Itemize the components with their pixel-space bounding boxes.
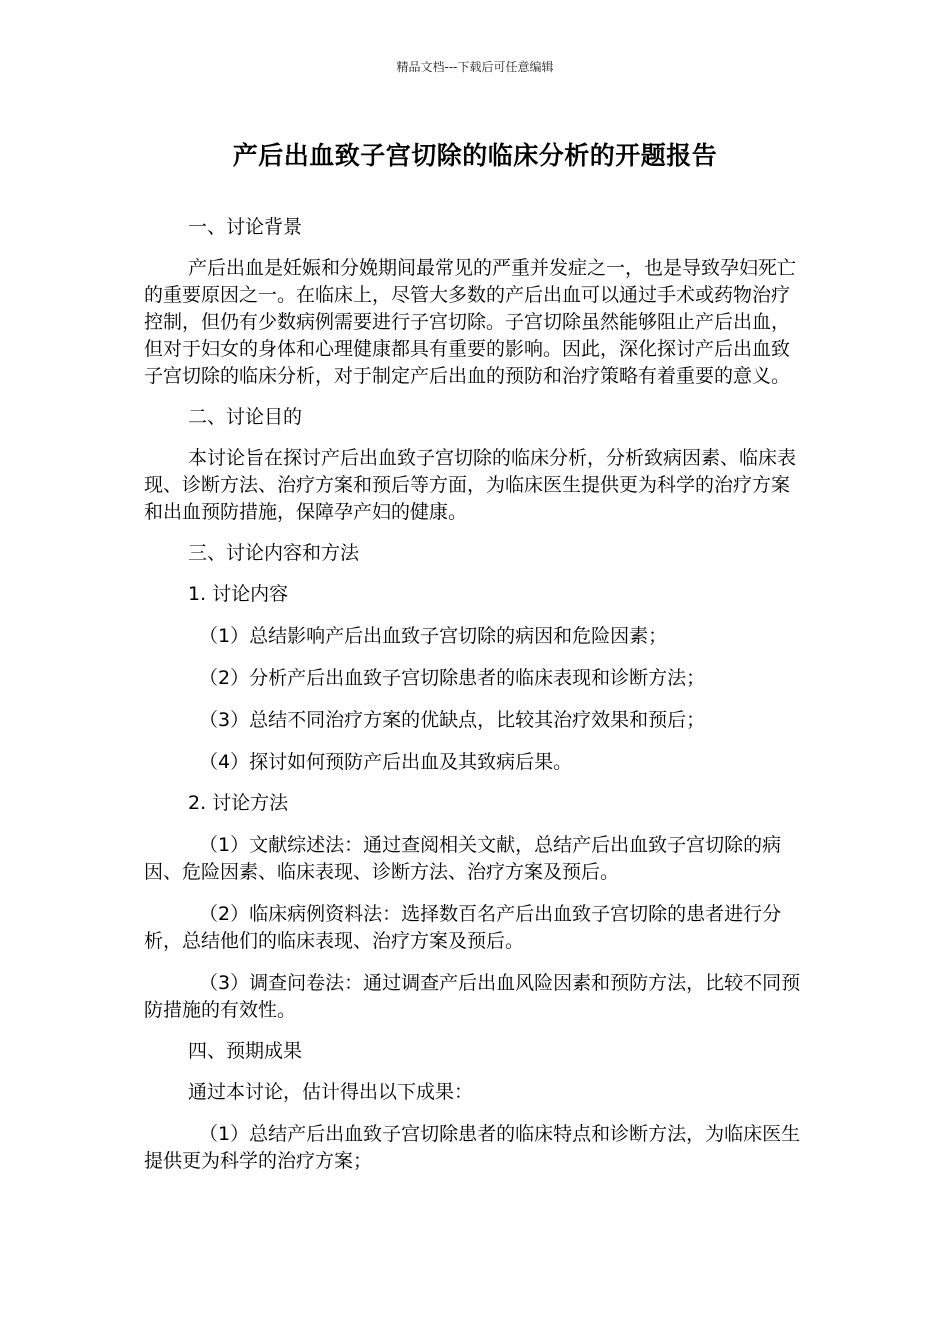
subheading-methods: 2. 讨论方法 [188, 792, 289, 814]
section-heading-background: 一、讨论背景 [188, 216, 303, 238]
method-item: （3）调查问卷法：通过调查产后出血风险因素和预防方法，比较不同预防措施的有效性。 [144, 972, 801, 1021]
subheading-content: 1. 讨论内容 [188, 583, 289, 605]
header-note: 精品文档---下载后可任意编辑 [396, 60, 554, 74]
document-body [144, 214, 806, 1175]
section-heading-purpose: 二、讨论目的 [188, 406, 303, 428]
content-item: （4）探讨如何预防产后出血及其致病后果。 [199, 751, 573, 773]
section-heading-expected-results: 四、预期成果 [188, 1040, 303, 1062]
content-item: （3）总结不同治疗方案的优缺点，比较其治疗效果和预后； [199, 709, 706, 731]
method-item: （2）临床病例资料法：选择数百名产后出血致子宫切除的患者进行分析，总结他们的临床表现、治疗方案及预后。 [144, 903, 782, 952]
section-heading-content-methods: 三、讨论内容和方法 [188, 542, 360, 564]
expected-result-item: （1）总结产后出血致子宫切除患者的临床特点和诊断方法，为临床医生提供更为科学的治疗方案； [144, 1123, 801, 1172]
purpose-paragraph: 本讨论旨在探讨产后出血致子宫切除的临床分析，分析致病因素、临床表现、诊断方法、治疗方案和预后等方面，为临床医生提供更为科学的治疗方案和出血预防措施，保障孕产妇的健康。 [144, 447, 797, 523]
background-paragraph: 产后出血是妊娠和分娩期间最常见的严重并发症之一，也是导致孕妇死亡的重要原因之一。在临床上，尽管大多数的产后出血可以通过手术或药物治疗控制，但仍有少数病例需要进行子宫切除。子宫切除虽然能够阻止产后出血，但对于妇女的身体和心理健康都具有重要的影响。因此，深化探讨产后出血致子宫切除的临床分析，对于制定产后出血的预防和治疗策略有着重要的意义。 [144, 257, 797, 387]
content-item: （1）总结影响产后出血致子宫切除的病因和危险因素； [199, 625, 668, 647]
content-item: （2）分析产后出血致子宫切除患者的临床表现和诊断方法； [199, 667, 706, 689]
expected-results-intro: 通过本讨论，估计得出以下成果： [188, 1081, 474, 1103]
method-item: （1）文献综述法：通过查阅相关文献，总结产后出血致子宫切除的病因、危险因素、临床表现、诊断方法、治疗方案及预后。 [144, 834, 782, 883]
document-title: 产后出血致子宫切除的临床分析的开题报告 [232, 141, 718, 170]
